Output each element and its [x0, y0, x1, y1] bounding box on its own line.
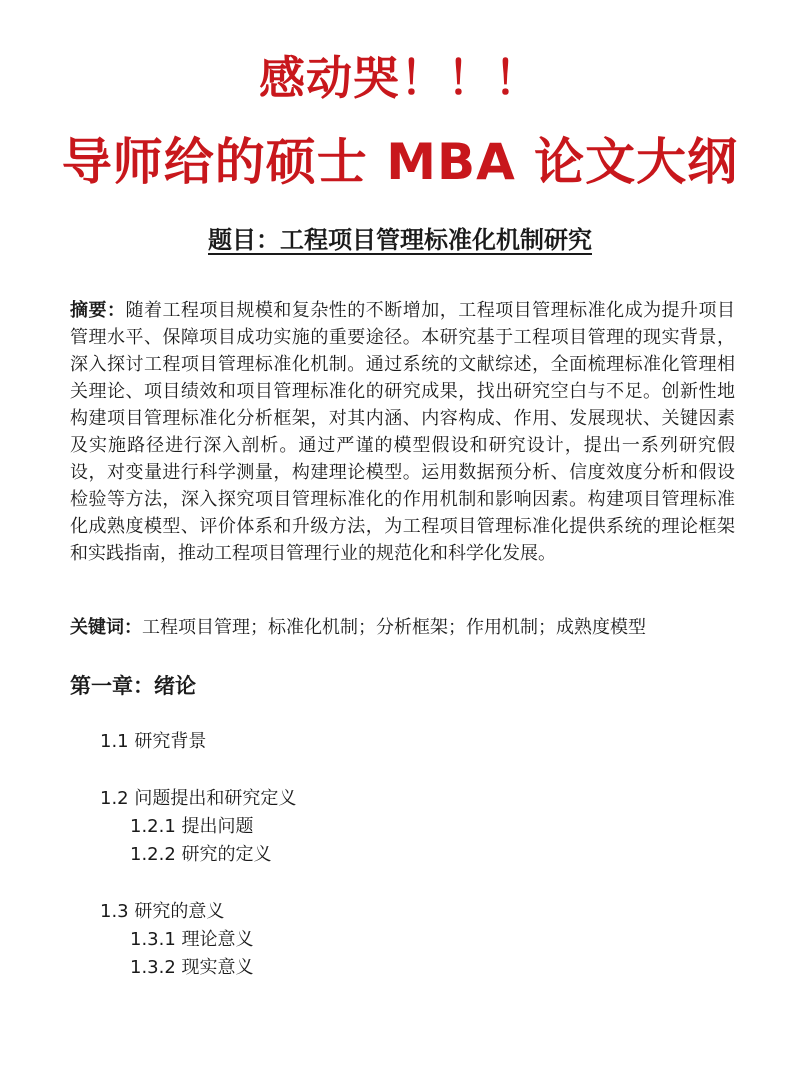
abstract-text: 随着工程项目规模和复杂性的不断增加，工程项目管理标准化成为提升项目管理水平、保障项目成功实施的重要途径。本研究基于工程项目管理的现实背景，深入探讨工程项目管理标准化机制。通过系统的文献综述，全面梳理标准化管理相关理论、项目绩效和项目管理标准化的研究成果，找出研究空白与不足。创新性地构建项目管理标准化分析框架，对其内涵、内容构成、作用、发展现状、关键因素及实施路径进行深入剖析。通过严谨的模型假设和研究设计，提出一系列研究假设，对变量进行科学测量，构建理论模型。运用数据预分析、信度效度分析和假设检验等方法，深入探究项目管理标准化的作用机制和影响因素。构建项目管理标准化成熟度模型、评价体系和升级方法，为工程项目管理标准化提供系统的理论框架和实践指南，推动工程项目管理行业的规范化和科学化发展。 [70, 300, 736, 564]
toc-section-1-1: 1.1 研究背景 [100, 731, 207, 752]
toc-subsection-1-2-1: 1.2.1 提出问题 [130, 816, 254, 837]
thesis-title-text: 题目：工程项目管理标准化机制研究 [208, 226, 592, 254]
toc-subsection-1-3-1: 1.3.1 理论意义 [130, 929, 254, 950]
keywords-line [70, 614, 735, 641]
abstract-paragraph [70, 297, 735, 567]
thesis-title [0, 222, 800, 258]
toc-subsection-1-3-2: 1.3.2 现实意义 [130, 957, 254, 978]
chapter-title: 第一章：绪论 [70, 674, 196, 698]
toc-section-1-3: 1.3 研究的意义 [100, 901, 225, 922]
banner-subheadline: 导师给的硕士 MBA 论文大纲 [61, 133, 739, 191]
abstract-label: 摘要： [70, 300, 126, 321]
keywords-label: 关键词： [70, 617, 142, 638]
toc-subsection-1-2-2: 1.2.2 研究的定义 [130, 844, 272, 865]
toc-section-1-2: 1.2 问题提出和研究定义 [100, 788, 297, 809]
keywords-text: 工程项目管理；标准化机制；分析框架；作用机制；成熟度模型 [142, 617, 646, 638]
banner-headline: 感动哭！！！ [259, 51, 541, 105]
